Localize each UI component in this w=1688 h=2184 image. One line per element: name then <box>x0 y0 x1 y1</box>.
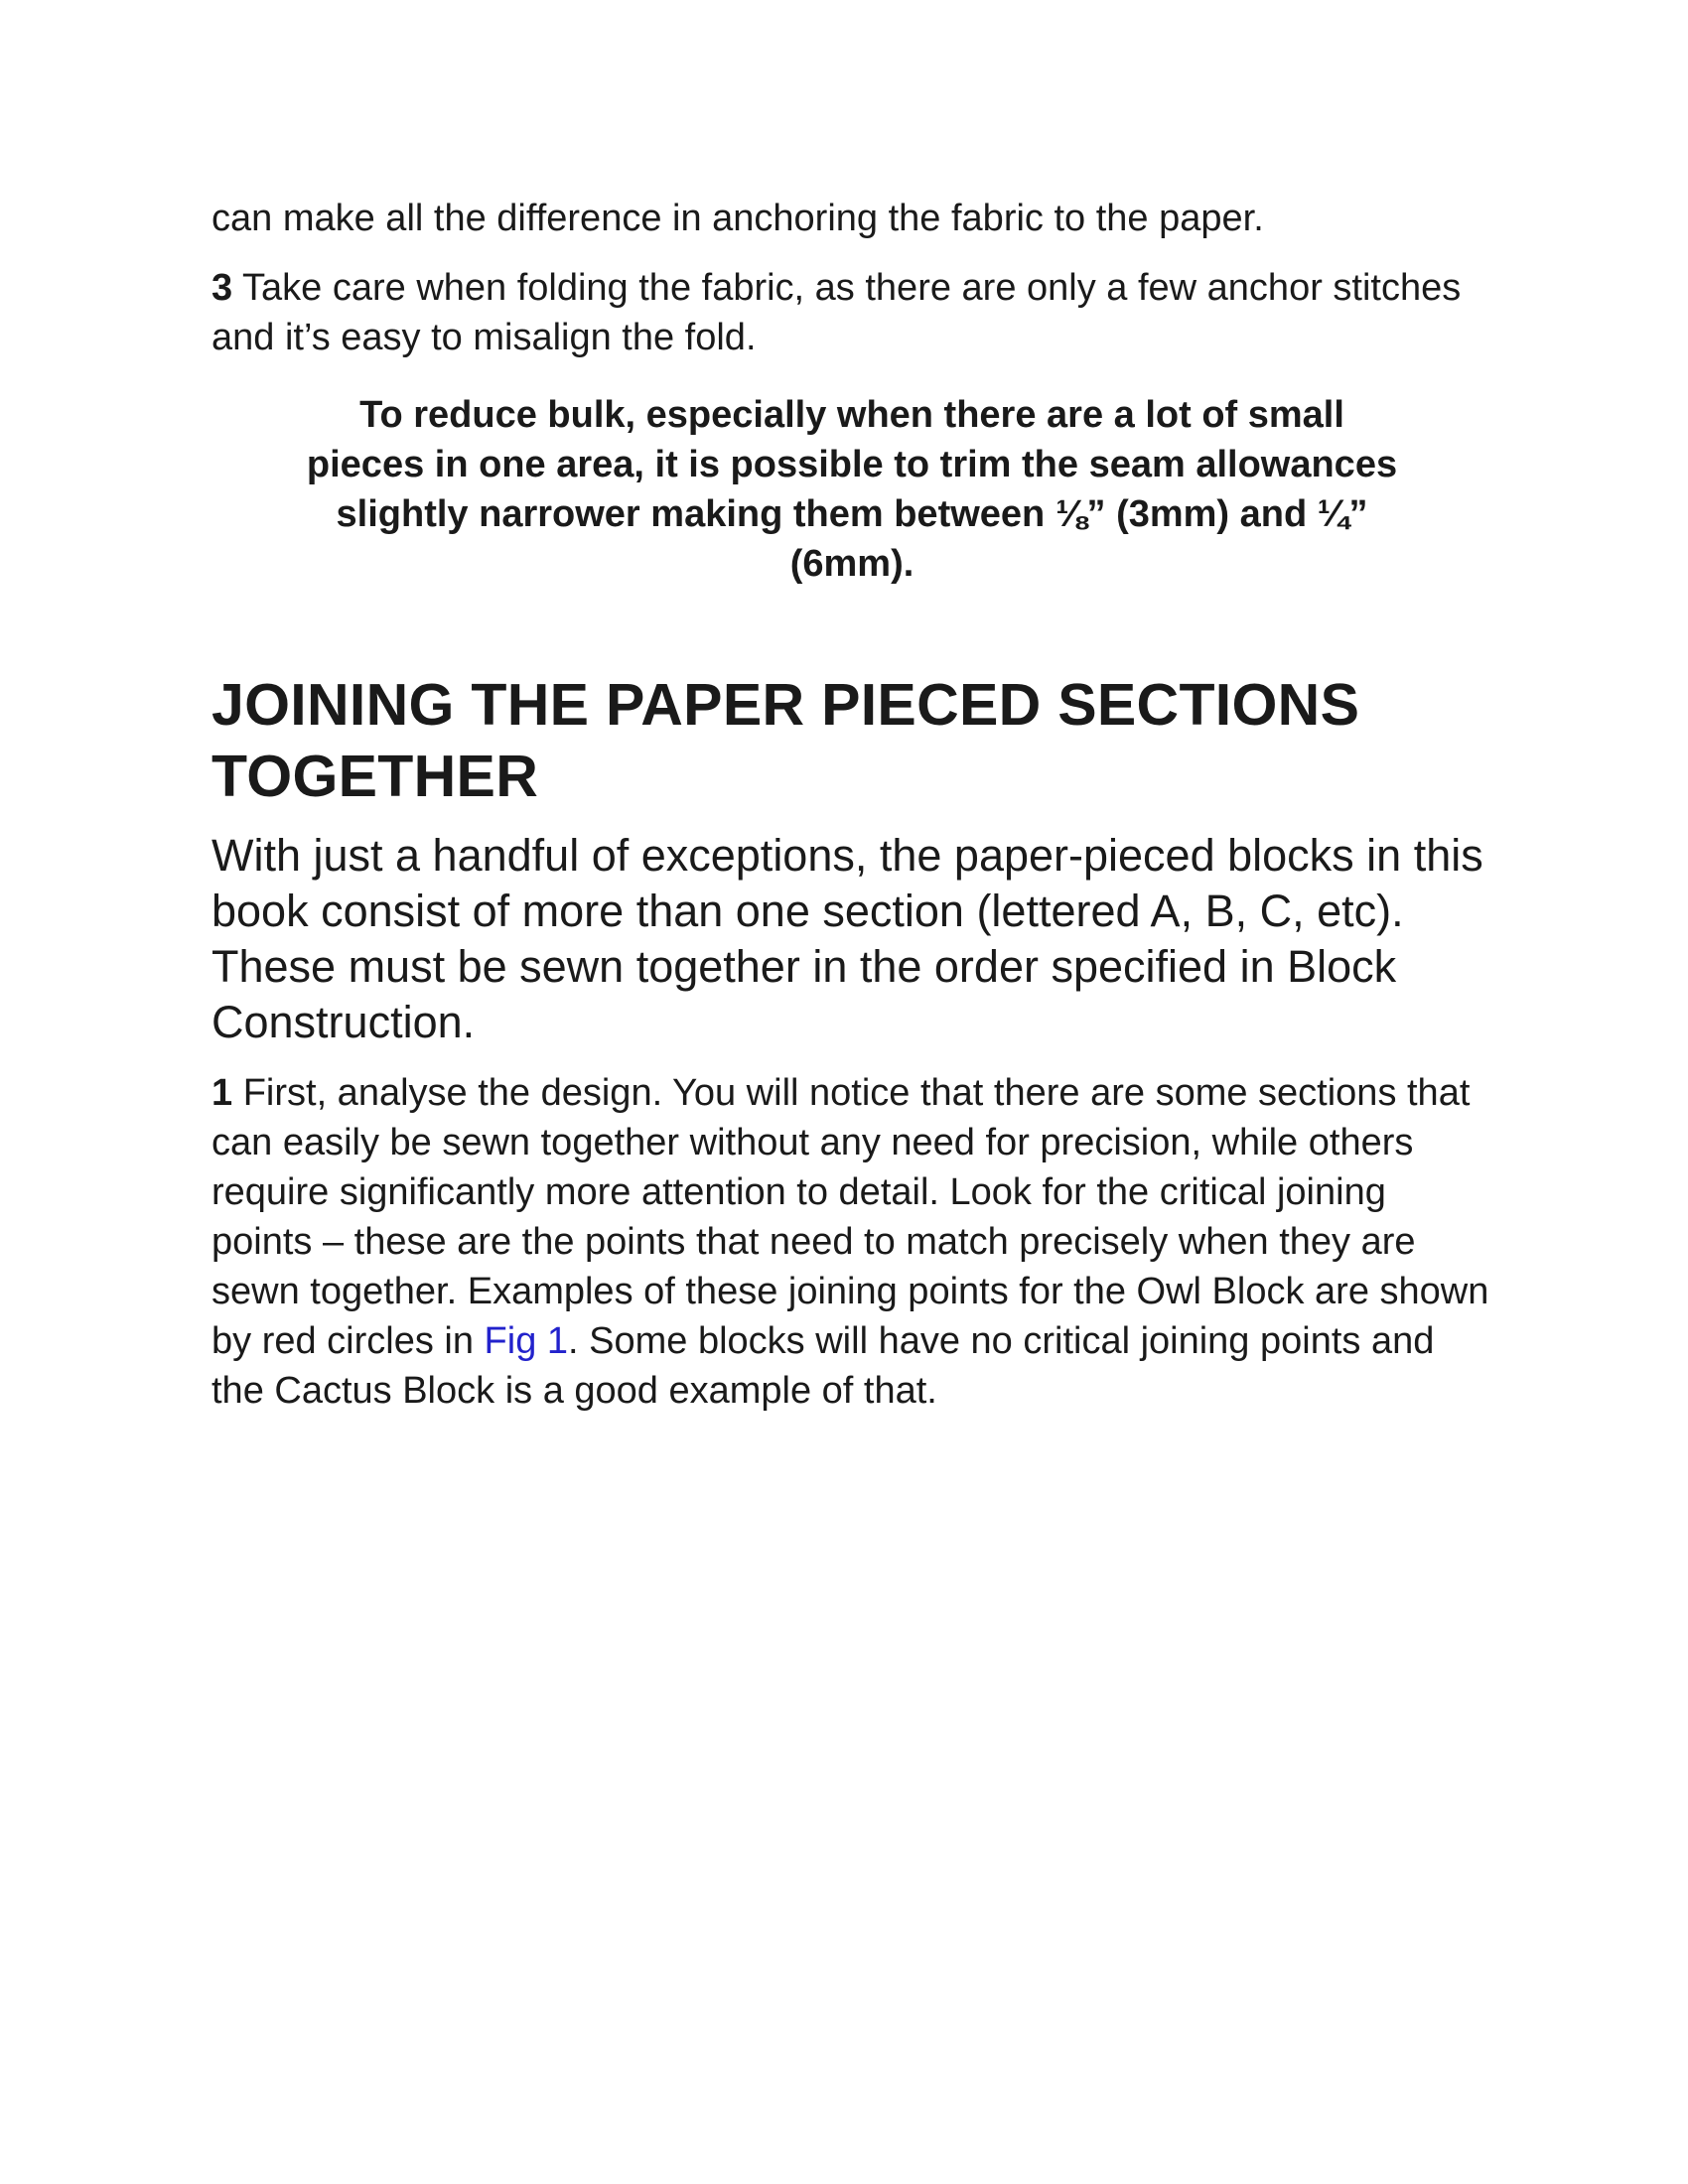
tip-callout: To reduce bulk, especially when there are a lot of small pieces in one area, it is possible to trim the seam allowances slightly narrower making them between ⅛” (3mm) and ¼” (6mm). <box>306 394 1398 585</box>
page-content <box>211 194 1492 1416</box>
step-1-paragraph <box>211 1068 1492 1416</box>
step-3-text: Take care when folding the fabric, as there are only a few anchor stitches and it’s easy to misalign the fold. <box>211 267 1462 358</box>
continued-paragraph <box>211 194 1492 243</box>
step-3-number: 3 <box>211 267 233 309</box>
section-heading: JOINING THE PAPER PIECED SECTIONS TOGETHER <box>211 672 1360 809</box>
continued-text: can make all the difference in anchoring the fabric to the paper. <box>211 198 1264 239</box>
fig-1-link[interactable]: Fig 1 <box>484 1320 569 1362</box>
step-3-paragraph <box>211 263 1492 362</box>
step-1-number: 1 <box>211 1072 233 1114</box>
step-1-text-after: . Some blocks will have no critical joining points and the Cactus Block is a good example of that. <box>211 1320 1435 1412</box>
step-1-text-before: First, analyse the design. You will notice that there are some sections that can easily be sewn together without any need for precision, while others require significantly more attention to detail. Look for the critical joining points – these are the points that need to match precisely when they are sewn together. Examples of these joining points for the Owl Block are shown by red circles in <box>211 1072 1489 1362</box>
section-intro: With just a handful of exceptions, the paper-pieced blocks in this book consist of more than one section (lettered A, B, C, etc). These must be sewn together in the order specified in Block Construction. <box>211 830 1483 1047</box>
